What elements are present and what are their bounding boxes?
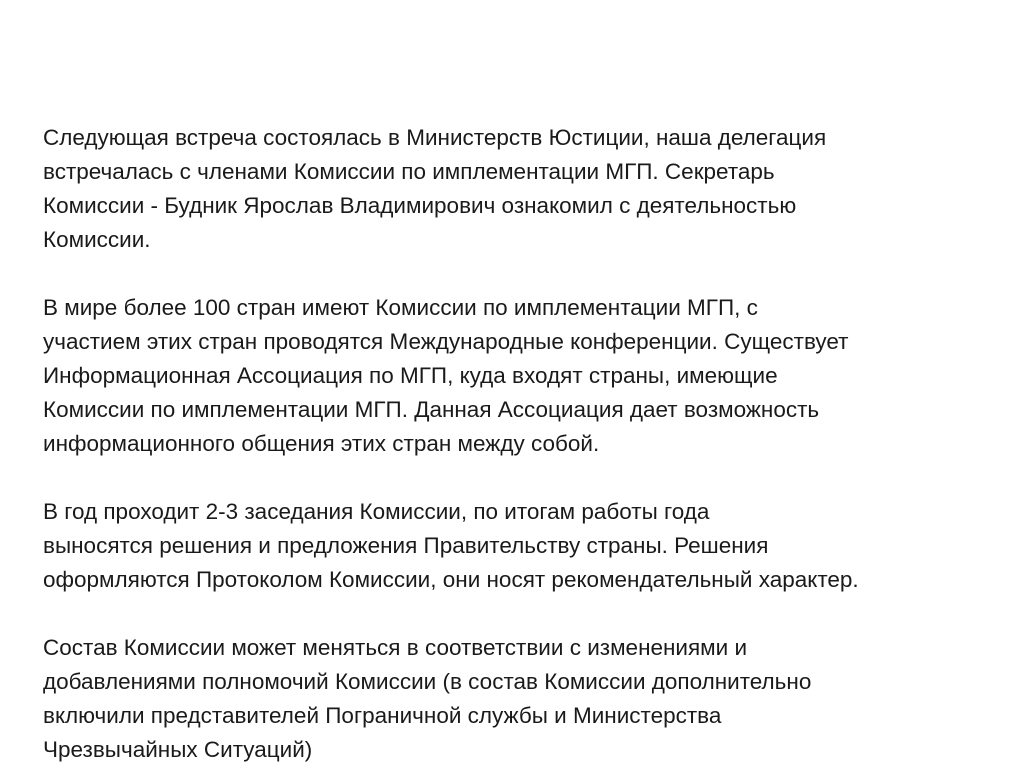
paragraph-sessions: В год проходит 2-3 заседания Комиссии, по итогам работы года выносятся решения и предложения Правительству страны. Решения оформляются Протоколом Комиссии, они носят рекомендательный характер.	[43, 499, 859, 592]
paragraph-meeting: Следующая встреча состоялась в Министерств Юстиции, наша делегация встречалась с членами Комиссии по имплементации МГП. Секретарь Комиссии - Будник Ярослав Владимирович ознакомил с деятельностью Комиссии.	[43, 125, 827, 252]
paragraph-composition: Состав Комиссии может меняться в соответствии с изменениями и добавлениями полномочий Комиссии (в состав Комиссии дополнительно включили представителей Пограничной службы и Министерства Чрезвычайных Ситуаций)	[43, 635, 812, 762]
paragraph-countries: В мире более 100 стран имеют Комиссии по имплементации МГП, с участием этих стран проводятся Международные конференции. Существует Информационная Ассоциация по МГП, куда входят страны, имеющие Комиссии по имплементации МГП. Данная Ассоциация дает возможность информационного общения этих стран между собой.	[43, 295, 849, 456]
body-text	[43, 87, 1003, 768]
